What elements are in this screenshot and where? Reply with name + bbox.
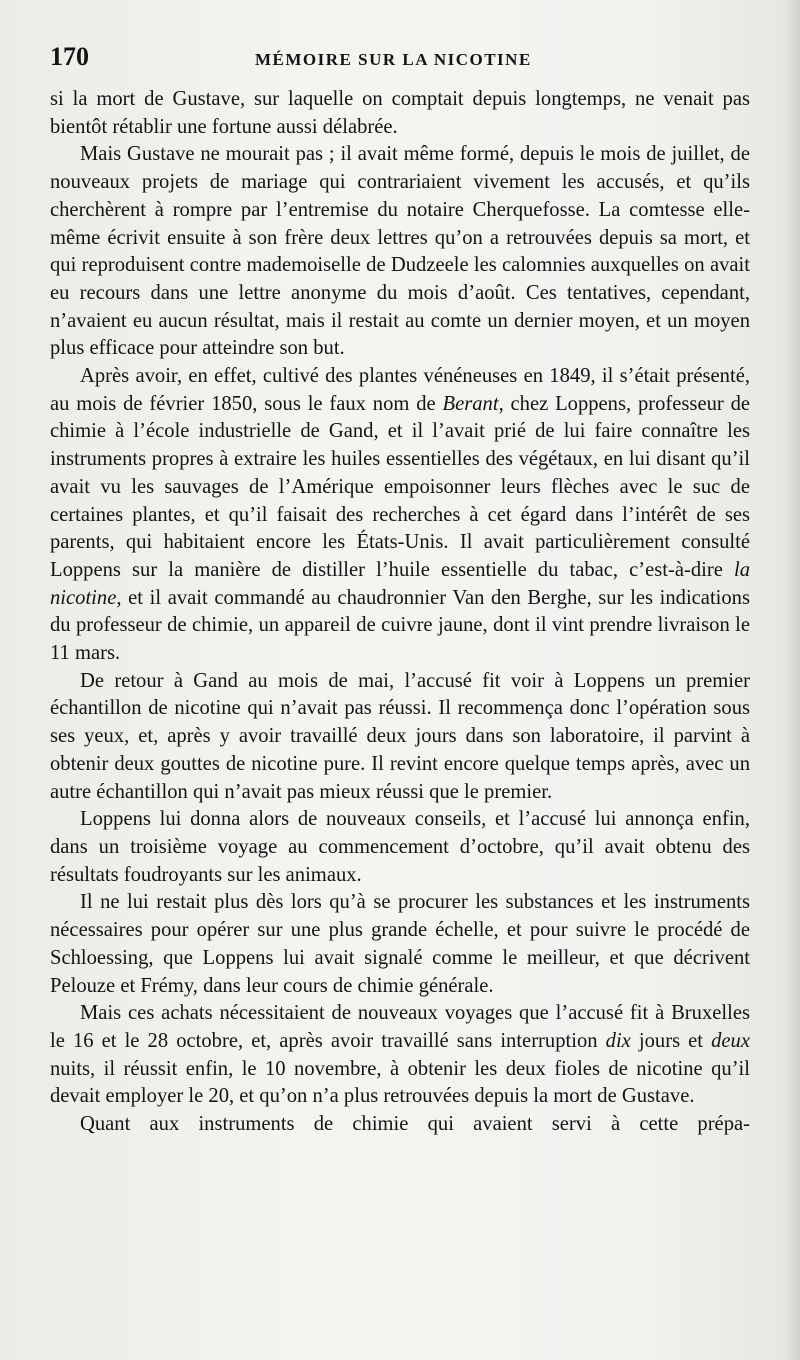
paragraph <box>50 1000 750 1111</box>
paragraph <box>50 363 750 668</box>
text-run: nuits, il réussit enfin, le 10 novembre, à obtenir les deux fioles de nicotine qu’il devait employer le 20, et qu’on n’a plus retrouvées depuis la mort de Gustave. <box>50 1057 750 1108</box>
paragraph <box>50 1111 750 1139</box>
paragraph <box>50 806 750 889</box>
page-number: 170 <box>50 42 89 71</box>
paragraph <box>50 668 750 807</box>
text-run: Loppens lui donna alors de nouveaux conseils, et l’accusé lui annonça enfin, dans un troisième voyage au commencement d’octobre, qu’il avait obtenu des résultats foudroyants sur les animaux. <box>50 808 750 886</box>
italic-text: Berant <box>442 392 499 415</box>
paragraph <box>50 889 750 1000</box>
text-run: Il ne lui restait plus dès lors qu’à se procurer les substances et les instruments nécessaires pour opérer sur une plus grande échelle, et pour suivre le procédé de Schloessing, que Loppens lui avait signalé comme le meilleur, et que décrivent Pelouze et Frémy, dans leur cours de chimie générale. <box>50 891 750 997</box>
text-run: Après avoir, en effet, cultivé des plantes vénéneuses en 1849, il s’était présenté, au mois de février 1850, sous le faux nom de <box>50 365 750 415</box>
text-run: Mais Gustave ne mourait pas ; il avait même formé, depuis le mois de juillet, de nouveaux projets de mariage qui contrariaient vivement les accusés, et qu’ils cherchèrent à rompre par l’entremise du notaire Cherquefosse. La comtesse elle-même écrivit ensuite à son frère deux lettres qu’on a retrouvées depuis sa mort, et qui reproduisent contre mademoiselle de Dudzeele les calomnies auxquelles on avait eu recours dans une lettre anonyme du mois d’août. Ces tentatives, cependant, n’avaient eu aucun résultat, mais il restait au comte un dernier moyen, et un moyen plus efficace pour atteindre son but. <box>50 143 750 360</box>
paragraph <box>50 86 750 141</box>
running-head: MÉMOIRE SUR LA NICOTINE <box>255 50 532 69</box>
paragraph <box>50 141 750 363</box>
text-run: De retour à Gand au mois de mai, l’accusé fit voir à Loppens un premier échantillon de nicotine qui n’avait pas réussi. Il recommença donc l’opération sous ses yeux, et, après y avoir travaillé deux jours dans son laboratoire, il parvint à obtenir deux gouttes de nicotine pure. Il revint encore quelque temps après, avec un autre échantillon qui n’avait pas mieux réussi que le premier. <box>50 669 750 803</box>
italic-text: deux <box>711 1029 750 1052</box>
text-run: , chez Loppens, professeur de chimie à l’école industrielle de Gand, et il l’avait prié de lui faire connaître les instruments propres à extraire les huiles essentielles des végétaux, en lui disant qu’il avait vu les sauvages de l’Amérique empoisonner leurs flèches avec le suc de certaines plantes, et qu’il faisait des recherches à cet égard dans l’intérêt de ses parents, qui habitaient encore les États-Unis. Il avait particulièrement consulté Loppens sur la manière de distiller l’huile essentielle du tabac, c’est-à-dire <box>50 392 751 581</box>
italic-text: dix <box>605 1029 631 1052</box>
text-run: Mais ces achats nécessitaient de nouveaux voyages que l’accusé fit à Bruxelles le 16 et le 28 octobre, et, après avoir travaillé sans interruption <box>50 1002 750 1052</box>
body-text <box>50 86 750 1139</box>
text-run: Quant aux instruments de chimie qui avaient servi à cette prépa- <box>80 1113 750 1136</box>
text-run: , et il avait commandé au chaudronnier Van den Berghe, sur les indications du professeur de chimie, un appareil de cuivre jaune, dont il vint prendre livraison le 11 mars. <box>50 586 750 665</box>
text-run: si la mort de Gustave, sur laquelle on comptait depuis longtemps, ne venait pas bientôt rétablir une fortune aussi délabrée. <box>50 88 750 138</box>
text-run: jours et <box>630 1029 712 1052</box>
page-header <box>50 42 740 76</box>
page-edge-shadow <box>786 0 800 1360</box>
italic-text: la nicotine <box>50 558 750 609</box>
